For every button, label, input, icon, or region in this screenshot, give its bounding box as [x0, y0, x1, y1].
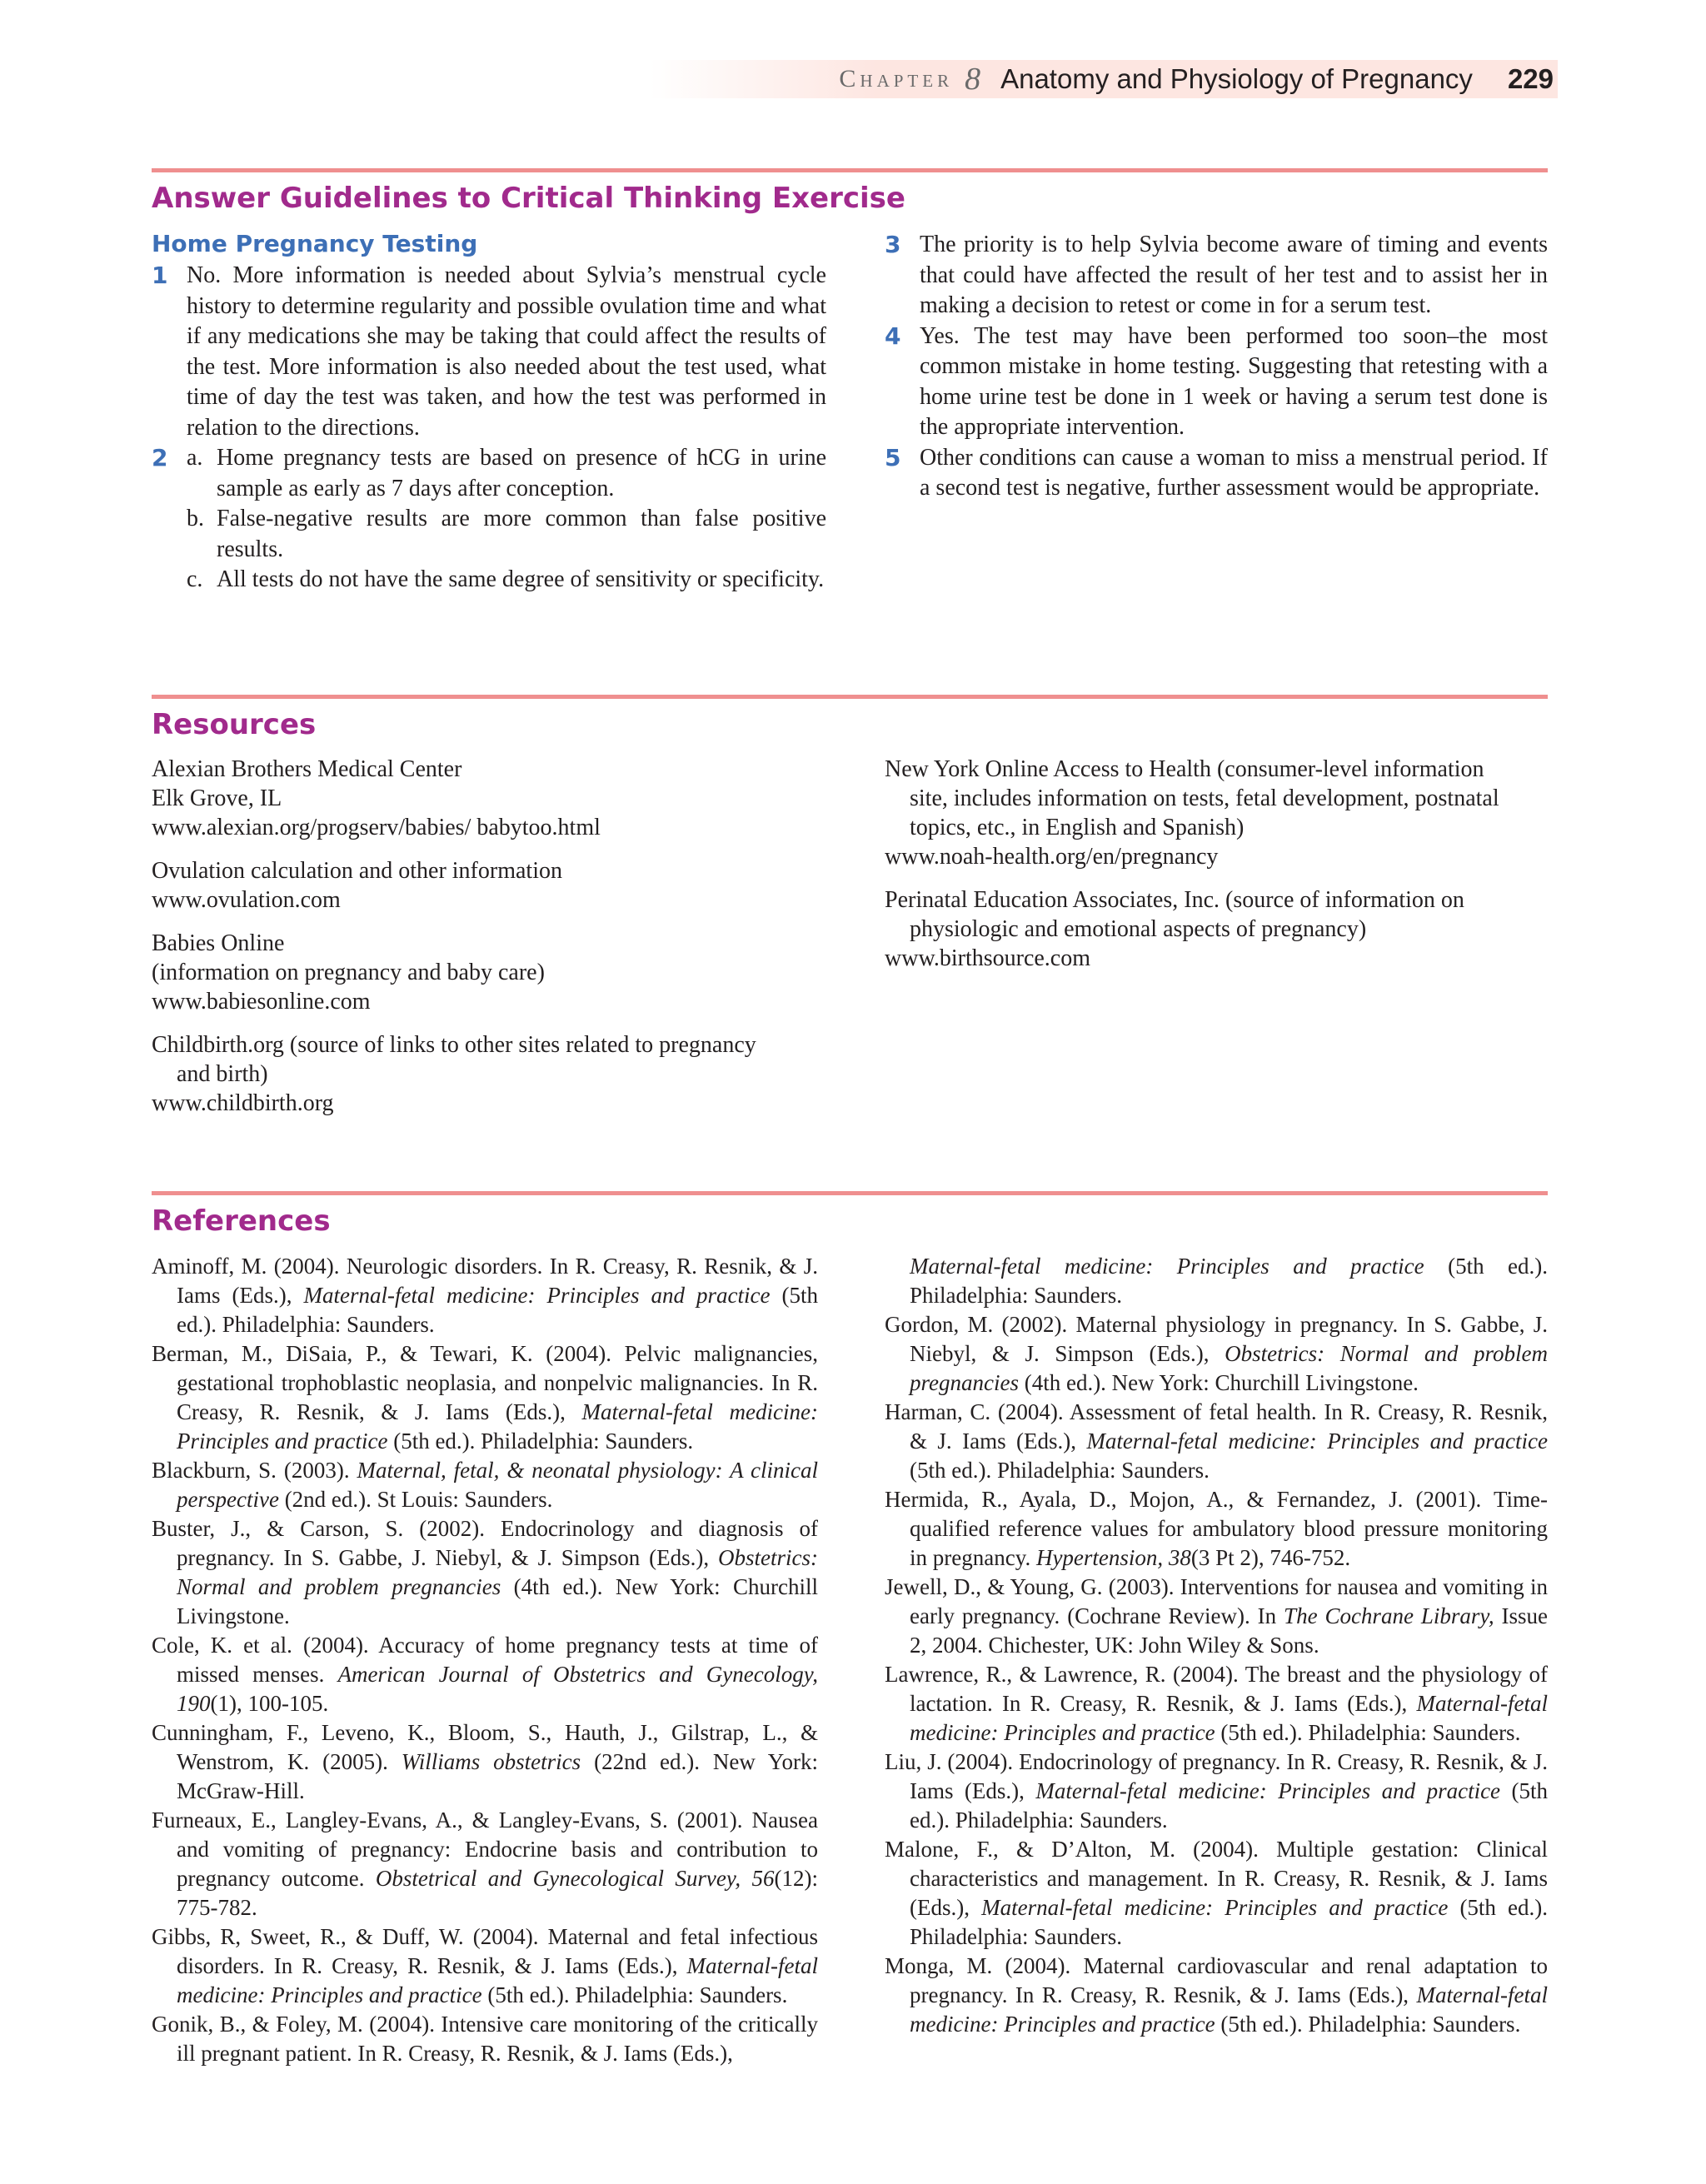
ref-source: Maternal-fetal medicine: Principles and practice: [1086, 1429, 1548, 1454]
ref-text: Harman, C. (2004). Assessment of fetal health. In R. Creasy, R. Resnik, & J. Iams (Eds.),: [885, 1399, 1548, 1454]
answers-left-column: [152, 261, 826, 596]
resource-line: Alexian Brothers Medical Center: [152, 756, 462, 782]
ref-text: Issue 2, 2004. Chichester, UK: John Wiley & Sons.: [910, 1603, 1548, 1658]
reference-continuation: [885, 1252, 1548, 1310]
section-rule-answers: [152, 168, 1548, 172]
ref-text: Cunningham, F., Leveno, K., Bloom, S., Hauth, J., Gilstrap, L., & Wenstrom, K. (2005).: [152, 1720, 818, 1774]
reference-entry: [152, 1806, 818, 1922]
ref-source: Maternal-fetal medicine: Principles and practice: [177, 1953, 818, 2007]
ref-text: (5th ed.). Philadelphia: Saunders.: [387, 1429, 694, 1454]
resource-entry: [152, 929, 835, 1016]
reference-entry: [885, 1835, 1548, 1952]
running-head: [704, 60, 1554, 98]
ref-text: (5th ed.). Philadelphia: Saunders.: [1215, 1720, 1521, 1745]
resource-line: Babies Online: [152, 930, 285, 956]
subitem-text: All tests do not have the same degree of sensitivity or specificity.: [217, 566, 825, 592]
ref-source: American Journal of Obstetrics and Gynecology, 190: [177, 1662, 818, 1716]
resource-url[interactable]: www.noah-health.org/en/pregnancy: [885, 844, 1219, 870]
resource-line: and birth): [177, 1061, 268, 1087]
reference-entry: [152, 2010, 818, 2068]
answer-subitem: [152, 443, 826, 504]
resources-right-column: [885, 755, 1551, 987]
references-right-column: [885, 1252, 1548, 2039]
ref-text: Lawrence, R., & Lawrence, R. (2004). The breast and the physiology of lactation. In R. Creasy, R. Resnik, & J. Iams (Eds.),: [885, 1662, 1548, 1716]
reference-entry: [152, 1339, 818, 1456]
answer-text: The priority is to help Sylvia become aware of timing and events that could have affected the result of her test and to assist her in making a decision to retest or come in for a serum test.: [920, 232, 1548, 318]
section-title-answers: Answer Guidelines to Critical Thinking Exercise: [152, 182, 905, 215]
subtitle-home-pregnancy-testing: Home Pregnancy Testing: [152, 230, 478, 257]
ref-text: (5th ed.). Philadelphia: Saunders.: [481, 1982, 788, 2007]
ref-source: Obstetrics: Normal and problem pregnancies: [910, 1341, 1548, 1395]
ref-source: Williams obstetrics: [401, 1749, 581, 1774]
ref-text: Berman, M., DiSaia, P., & Tewari, K. (2004). Pelvic malignancies, gestational trophoblastic neoplasia, and nonpelvic malignancies. In R. Creasy, R. Resnik, & J. Iams (Eds.),: [152, 1341, 818, 1424]
answer-text: Other conditions can cause a woman to miss a menstrual period. If a second test is negative, further assessment would be appropriate.: [920, 444, 1548, 501]
ref-text: (5th ed.). Philadelphia: Saunders.: [910, 1458, 1210, 1483]
ref-source: Hypertension, 38: [1035, 1545, 1191, 1570]
ref-text: (12): 775-782.: [177, 1866, 818, 1920]
ref-text: (2nd ed.). St Louis: Saunders.: [278, 1487, 553, 1512]
reference-entry: [885, 1485, 1548, 1573]
reference-entry: [152, 1922, 818, 2010]
ref-source: Maternal-fetal medicine: Principles and practice: [303, 1283, 771, 1308]
ref-text: Monga, M. (2004). Maternal cardiovascular and renal adaptation to pregnancy. In R. Creasy, R. Resnik, & J. Iams (Eds.),: [885, 1953, 1548, 2007]
ref-source: Maternal, fetal, & neonatal physiology: A clinical perspective: [177, 1458, 819, 1512]
answer-number: 2: [152, 444, 168, 471]
reference-entry: [885, 1660, 1548, 1748]
answer-number: 5: [885, 443, 901, 471]
ref-text: (5th ed.). Philadelphia: Saunders.: [177, 1283, 818, 1337]
ref-source: Maternal-fetal medicine: Principles and practice: [910, 1691, 1548, 1745]
ref-text: (4th ed.). New York: Churchill Livingstone.: [177, 1574, 818, 1628]
reference-entry: [885, 1310, 1548, 1398]
answer-item: [152, 261, 826, 443]
resources-left-column: [152, 755, 835, 1132]
resource-entry: [152, 1030, 835, 1118]
section-title-references: References: [152, 1204, 331, 1238]
resource-entry: [152, 755, 835, 842]
resource-entry: [152, 856, 835, 915]
reference-entry: [885, 1748, 1548, 1835]
section-rule-resources: [152, 695, 1548, 699]
ref-text: Liu, J. (2004). Endocrinology of pregnancy. In R. Creasy, R. Resnik, & J. Iams (Eds.),: [885, 1749, 1548, 1803]
ref-text: Hermida, R., Ayala, D., Mojon, A., & Fernandez, J. (2001). Time-qualified reference values for ambulatory blood pressure monitoring in pregnancy.: [885, 1487, 1548, 1570]
ref-text: (5th ed.). Philadelphia: Saunders.: [1215, 2012, 1521, 2037]
resource-line: site, includes information on tests, fetal development, postnatal: [910, 785, 1499, 811]
page-number: 229: [1507, 63, 1554, 94]
subitem-letter: b.: [187, 506, 204, 531]
answer-item: [885, 322, 1548, 443]
resource-url[interactable]: www.birthsource.com: [885, 945, 1091, 971]
ref-source: Maternal-fetal medicine: Principles and practice: [910, 1254, 1424, 1279]
resource-entry: [885, 885, 1551, 973]
subitem-letter: a.: [187, 445, 203, 471]
answer-item: [885, 230, 1548, 322]
resource-line: Childbirth.org (source of links to other sites related to pregnancy: [152, 1032, 756, 1058]
resource-url[interactable]: www.ovulation.com: [152, 887, 341, 913]
section-rule-references: [152, 1191, 1548, 1195]
answer-text: No. More information is needed about Sylvia’s menstrual cycle history to determine regularity and possible ovulation time and what if any medications she may be taking that could affect the results of the test. More information is also needed about the test used, what time of day the test was taken, and how the test was performed in relation to the directions.: [187, 262, 826, 441]
section-title-resources: Resources: [152, 708, 317, 741]
ref-source: Maternal-fetal medicine: Principles and practice: [910, 1982, 1548, 2037]
answer-number: 4: [885, 322, 901, 350]
subitem-text: Home pregnancy tests are based on presence of hCG in urine sample as early as 7 days after conception.: [217, 445, 826, 501]
resource-url[interactable]: www.alexian.org/progserv/babies/ babytoo.html: [152, 815, 601, 840]
resource-url[interactable]: www.childbirth.org: [152, 1090, 334, 1116]
resource-line: (information on pregnancy and baby care): [152, 960, 545, 985]
reference-entry: [152, 1718, 818, 1806]
subitem-letter: c.: [187, 566, 203, 592]
ref-text: (3 Pt 2), 746-752.: [1190, 1545, 1351, 1570]
ref-source: The Cochrane Library,: [1284, 1603, 1494, 1628]
ref-text: (4th ed.). New York: Churchill Livingstone.: [1018, 1370, 1419, 1395]
resource-line: Ovulation calculation and other information: [152, 858, 562, 884]
chapter-title: Anatomy and Physiology of Pregnancy: [1000, 63, 1473, 94]
answer-subitem: [152, 504, 826, 565]
resource-line: physiologic and emotional aspects of pregnancy): [910, 916, 1367, 942]
reference-entry: [885, 1573, 1548, 1660]
resource-url[interactable]: www.babiesonline.com: [152, 989, 371, 1015]
ref-text: Gordon, M. (2002). Maternal physiology in pregnancy. In S. Gabbe, J. Niebyl, & J. Simpson (Eds.),: [885, 1312, 1548, 1366]
resource-entry: [885, 755, 1551, 871]
ref-text: Gonik, B., & Foley, M. (2004). Intensive care monitoring of the critically ill pregnant patient. In R. Creasy, R. Resnik, & J. Iams (Eds.),: [152, 2012, 818, 2066]
subitem-text: False-negative results are more common than false positive results.: [217, 506, 826, 562]
reference-entry: [885, 1398, 1548, 1485]
answer-item: [885, 443, 1548, 504]
ref-text: (5th ed.). Philadelphia: Saunders.: [910, 1895, 1549, 1949]
answers-right-column: [885, 230, 1548, 504]
answer-number: 3: [885, 231, 901, 258]
ref-text: Blackburn, S. (2003).: [152, 1458, 357, 1483]
reference-entry: [152, 1456, 818, 1514]
ref-text: Cole, K. et al. (2004). Accuracy of home pregnancy tests at time of missed menses.: [152, 1633, 818, 1687]
ref-text: Furneaux, E., Langley-Evans, A., & Langley-Evans, S. (2001). Nausea and vomiting of pregnancy: Endocrine basis and contribution to pregnancy outcome.: [152, 1808, 818, 1891]
answer-item: [152, 443, 826, 596]
resource-line: Elk Grove, IL: [152, 785, 282, 811]
ref-source: Obstetrical and Gynecological Survey, 56: [375, 1866, 775, 1891]
chapter-number: 8: [965, 62, 981, 97]
reference-entry: [152, 1631, 818, 1718]
answer-number: 1: [152, 262, 168, 289]
resource-line: topics, etc., in English and Spanish): [910, 815, 1245, 840]
resource-line: Perinatal Education Associates, Inc. (source of information on: [885, 887, 1464, 913]
ref-source: Obstetrics: Normal and problem pregnancies: [177, 1545, 818, 1599]
ref-text: Aminoff, M. (2004). Neurologic disorders. In R. Creasy, R. Resnik, & J. Iams (Eds.),: [152, 1254, 818, 1308]
resource-line: New York Online Access to Health (consumer-level information: [885, 756, 1484, 782]
reference-entry: [152, 1252, 818, 1339]
ref-text: (1), 100-105.: [210, 1691, 329, 1716]
ref-source: Maternal-fetal medicine: Principles and practice: [177, 1399, 818, 1454]
ref-source: Maternal-fetal medicine: Principles and practice: [1035, 1778, 1501, 1803]
ref-text: Malone, F., & D’Alton, M. (2004). Multiple gestation: Clinical characteristics and management. In R. Creasy, R. Resnik, & J. Iams (Eds.),: [885, 1837, 1548, 1920]
references-left-column: [152, 1252, 818, 2068]
chapter-word: Chapter: [839, 65, 954, 92]
ref-text: (5th ed.). Philadelphia: Saunders.: [910, 1778, 1548, 1832]
ref-text: (22nd ed.). New York: McGraw-Hill.: [177, 1749, 819, 1803]
ref-source: Maternal-fetal medicine: Principles and practice: [981, 1895, 1449, 1920]
reference-entry: [152, 1514, 818, 1631]
answer-text: Yes. The test may have been performed too soon–the most common mistake in home testing. Suggesting that retesting with a home urine test be done in 1 week or having a serum test done is the appropriate intervention.: [920, 322, 1548, 440]
ref-text: Gibbs, R, Sweet, R., & Duff, W. (2004). Maternal and fetal infectious disorders. In R. Creasy, R. Resnik, & J. Iams (Eds.),: [152, 1924, 818, 1978]
ref-text: Jewell, D., & Young, G. (2003). Interventions for nausea and vomiting in early pregnancy. (Cochrane Review). In: [885, 1574, 1548, 1628]
ref-text: (5th ed.). Philadelphia: Saunders.: [910, 1254, 1548, 1308]
ref-text: Buster, J., & Carson, S. (2002). Endocrinology and diagnosis of pregnancy. In S. Gabbe, J. Niebyl, & J. Simpson (Eds.),: [152, 1516, 818, 1570]
answer-subitem: [152, 565, 826, 596]
reference-entry: [885, 1952, 1548, 2039]
